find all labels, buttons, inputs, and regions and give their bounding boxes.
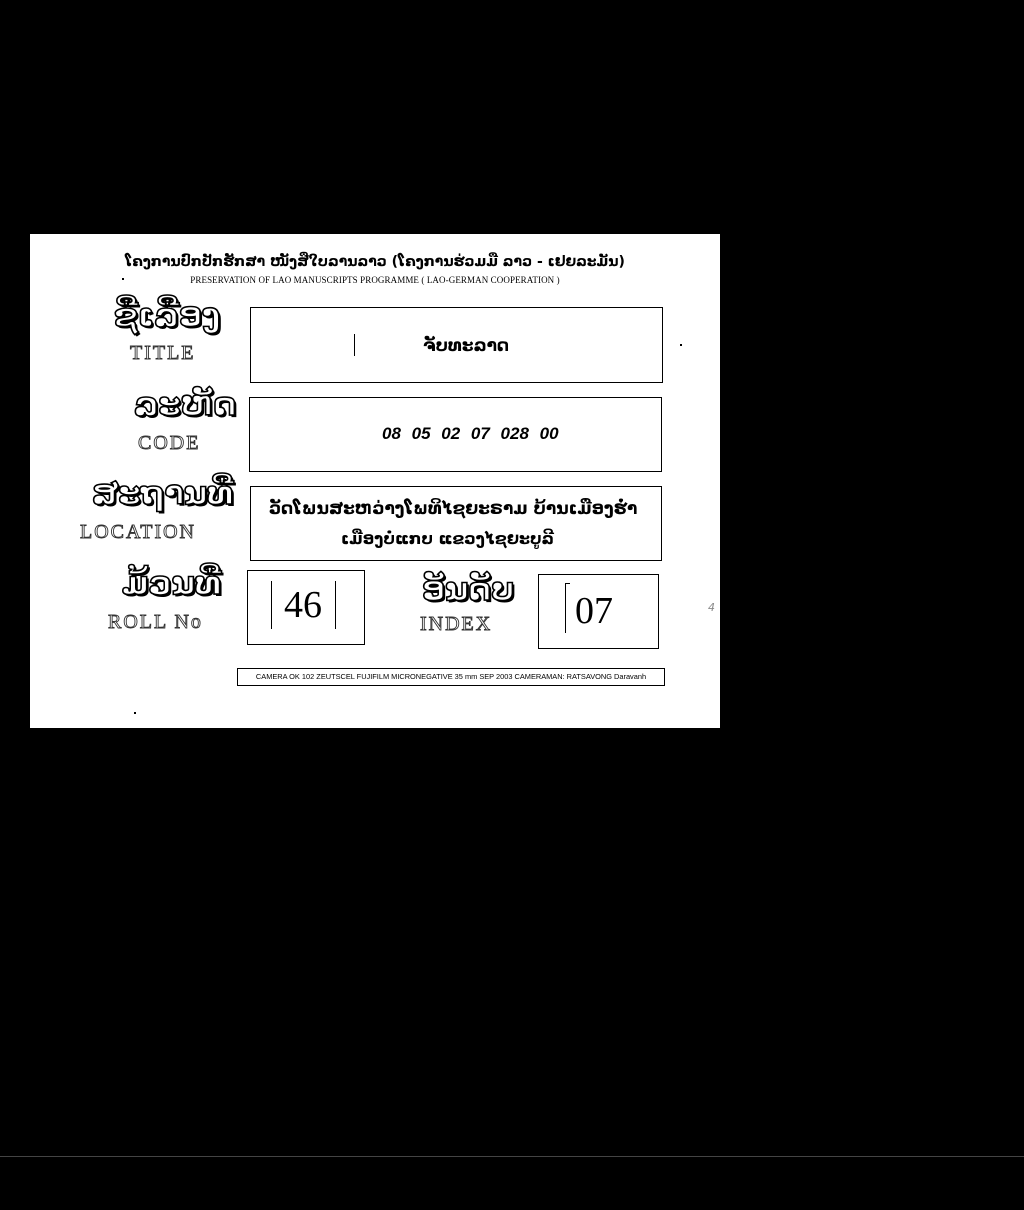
index-label-english: INDEX: [420, 613, 493, 635]
location-label-lao: ສະຖານທີ່: [92, 474, 234, 512]
stray-margin-mark: 4: [708, 601, 715, 614]
roll-label-english: ROLL No: [108, 611, 203, 633]
microfilm-index-card: [30, 234, 720, 728]
title-cursor-mark: [354, 334, 355, 356]
code-label-english: CODE: [138, 432, 201, 454]
title-field-box: [250, 307, 663, 383]
header-lao: ໂຄງການປົກປັກຮັກສາ ໜັງສືໃບລານລາວ (ໂຄງການຮ່ວມມື ລາວ - ເຢຍລະມັນ): [125, 254, 625, 270]
index-box-mark: [565, 583, 566, 633]
scan-edge-line: [0, 1156, 1024, 1157]
header-english: PRESERVATION OF LAO MANUSCRIPTS PROGRAMME ( LAO-GERMAN COOPERATION ): [190, 275, 560, 285]
title-label-english: TITLE: [130, 342, 196, 364]
index-number-value: 07: [575, 590, 613, 632]
index-number-box: [538, 574, 659, 649]
roll-number-box: [247, 570, 365, 645]
location-field-line1: ວັດໂພນສະຫວ່າງໂພທິໄຊຍະຣາມ ບ້ານເມືອງຮ່ຳ: [269, 499, 638, 519]
location-field-box: [250, 486, 662, 561]
index-box-mark-tick: [565, 583, 570, 584]
roll-number-value: 46: [284, 584, 322, 626]
code-field-box: [249, 397, 662, 472]
speck-mark: [134, 712, 136, 714]
location-label-english: LOCATION: [80, 521, 196, 543]
roll-box-mark-right: [335, 581, 336, 629]
camera-info-footer: CAMERA OK 102 ZEUTSCEL FUJIFILM MICRONEGATIVE 35 mm SEP 2003 CAMERAMAN: RATSAVONG Daravanh: [237, 668, 665, 686]
location-field-line2: ເມືອງບໍ່ແກບ ແຂວງໄຊຍະບູລີ: [341, 529, 554, 548]
title-label-lao: ຊື່ເລື່ອງ: [114, 296, 221, 334]
title-field-value: ຈັບທະລາດ: [423, 336, 510, 356]
roll-box-mark-left: [271, 581, 272, 629]
roll-label-lao: ມ້ວນທີ່: [122, 564, 222, 602]
code-field-value: 08 05 02 07 028 00: [382, 424, 559, 443]
code-label-lao: ລະຫັດ: [134, 385, 237, 423]
speck-mark: [680, 344, 682, 346]
index-label-lao: ອັນດັບ: [422, 570, 515, 608]
speck-mark: [122, 278, 124, 280]
